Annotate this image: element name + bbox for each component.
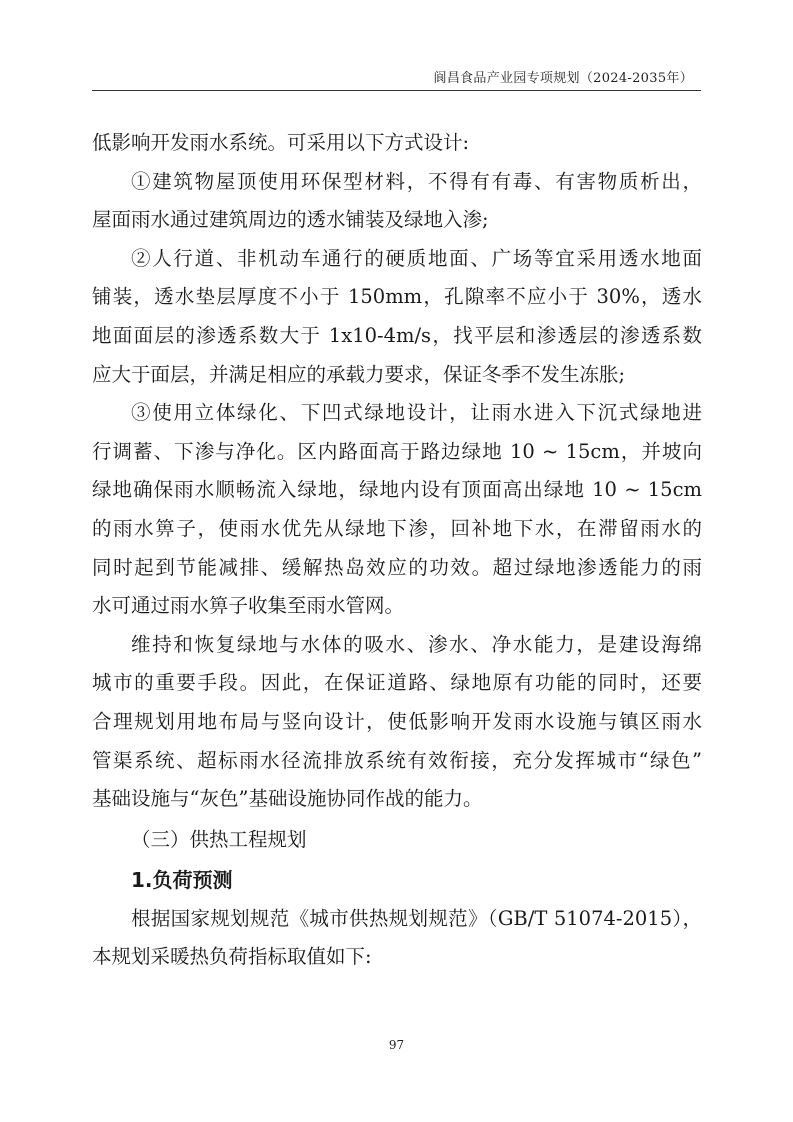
text-line: 屋面雨水通过建筑周边的透水铺装及绿地入渗;	[92, 208, 489, 232]
header-divider	[92, 90, 701, 91]
paragraph-block	[92, 124, 702, 819]
text-line: ②人行道、非机动车通行的硬质地面、广场等宜采用透水地面	[131, 246, 702, 270]
running-header: 阆昌食品产业园专项规划（2024-2035年）	[433, 71, 693, 86]
text-line: 管渠系统、超标雨水径流排放系统有效衔接，充分发挥城市“绿色”	[92, 748, 702, 772]
text-line: 绿地确保雨水顺畅流入绿地，绿地内设有顶面高出绿地 10 ~ 15cm	[92, 478, 702, 502]
text-line: 维持和恢复绿地与水体的吸水、渗水、净水能力，是建设海绵	[131, 632, 702, 656]
text-line: 合理规划用地布局与竖向设计，使低影响开发雨水设施与镇区雨水	[92, 709, 702, 733]
text-line: 行调蓄、下渗与净化。区内路面高于路边绿地 10 ~ 15cm，并坡向	[92, 439, 702, 463]
text-line: 的雨水箅子，使雨水优先从绿地下渗，回补地下水，在滞留雨水的	[92, 516, 702, 540]
text-line: 基础设施与“灰色”基础设施协同作战的能力。	[92, 787, 483, 811]
text-line: 本规划采暖热负荷指标取值如下:	[92, 945, 372, 969]
text-line: 铺装，透水垫层厚度不小于 150mm，孔隙率不应小于 30%，透水	[92, 285, 702, 309]
text-line: 低影响开发雨水系统。可采用以下方式设计:	[92, 131, 470, 154]
text-line: 地面面层的渗透系数大于 1x10-4m/s，找平层和渗透层的渗透系数	[92, 323, 702, 347]
page-body	[92, 124, 702, 977]
text-line: ①建筑物屋顶使用环保型材料，不得有有毒、有害物质析出，	[131, 169, 702, 193]
closing-paragraph	[92, 900, 702, 977]
text-line: 城市的重要手段。因此，在保证道路、绿地原有功能的同时，还要	[92, 671, 702, 695]
text-line: 同时起到节能减排、缓解热岛效应的功效。超过绿地渗透能力的雨	[92, 555, 702, 579]
text-line: ③使用立体绿化、下凹式绿地设计，让雨水进入下沉式绿地进	[131, 401, 702, 425]
sub-heading: 1.负荷预测	[131, 867, 233, 892]
section-heading: （三）供热工程规划	[131, 827, 307, 851]
text-line: 根据国家规划规范《城市供热规划规范》（GB/T 51074-2015），	[131, 906, 702, 930]
text-line: 应大于面层，并满足相应的承载力要求，保证冬季不发生冻胀;	[92, 362, 626, 386]
text-line: 水可通过雨水箅子收集至雨水管网。	[92, 594, 405, 618]
page-number: 97	[388, 1038, 405, 1052]
